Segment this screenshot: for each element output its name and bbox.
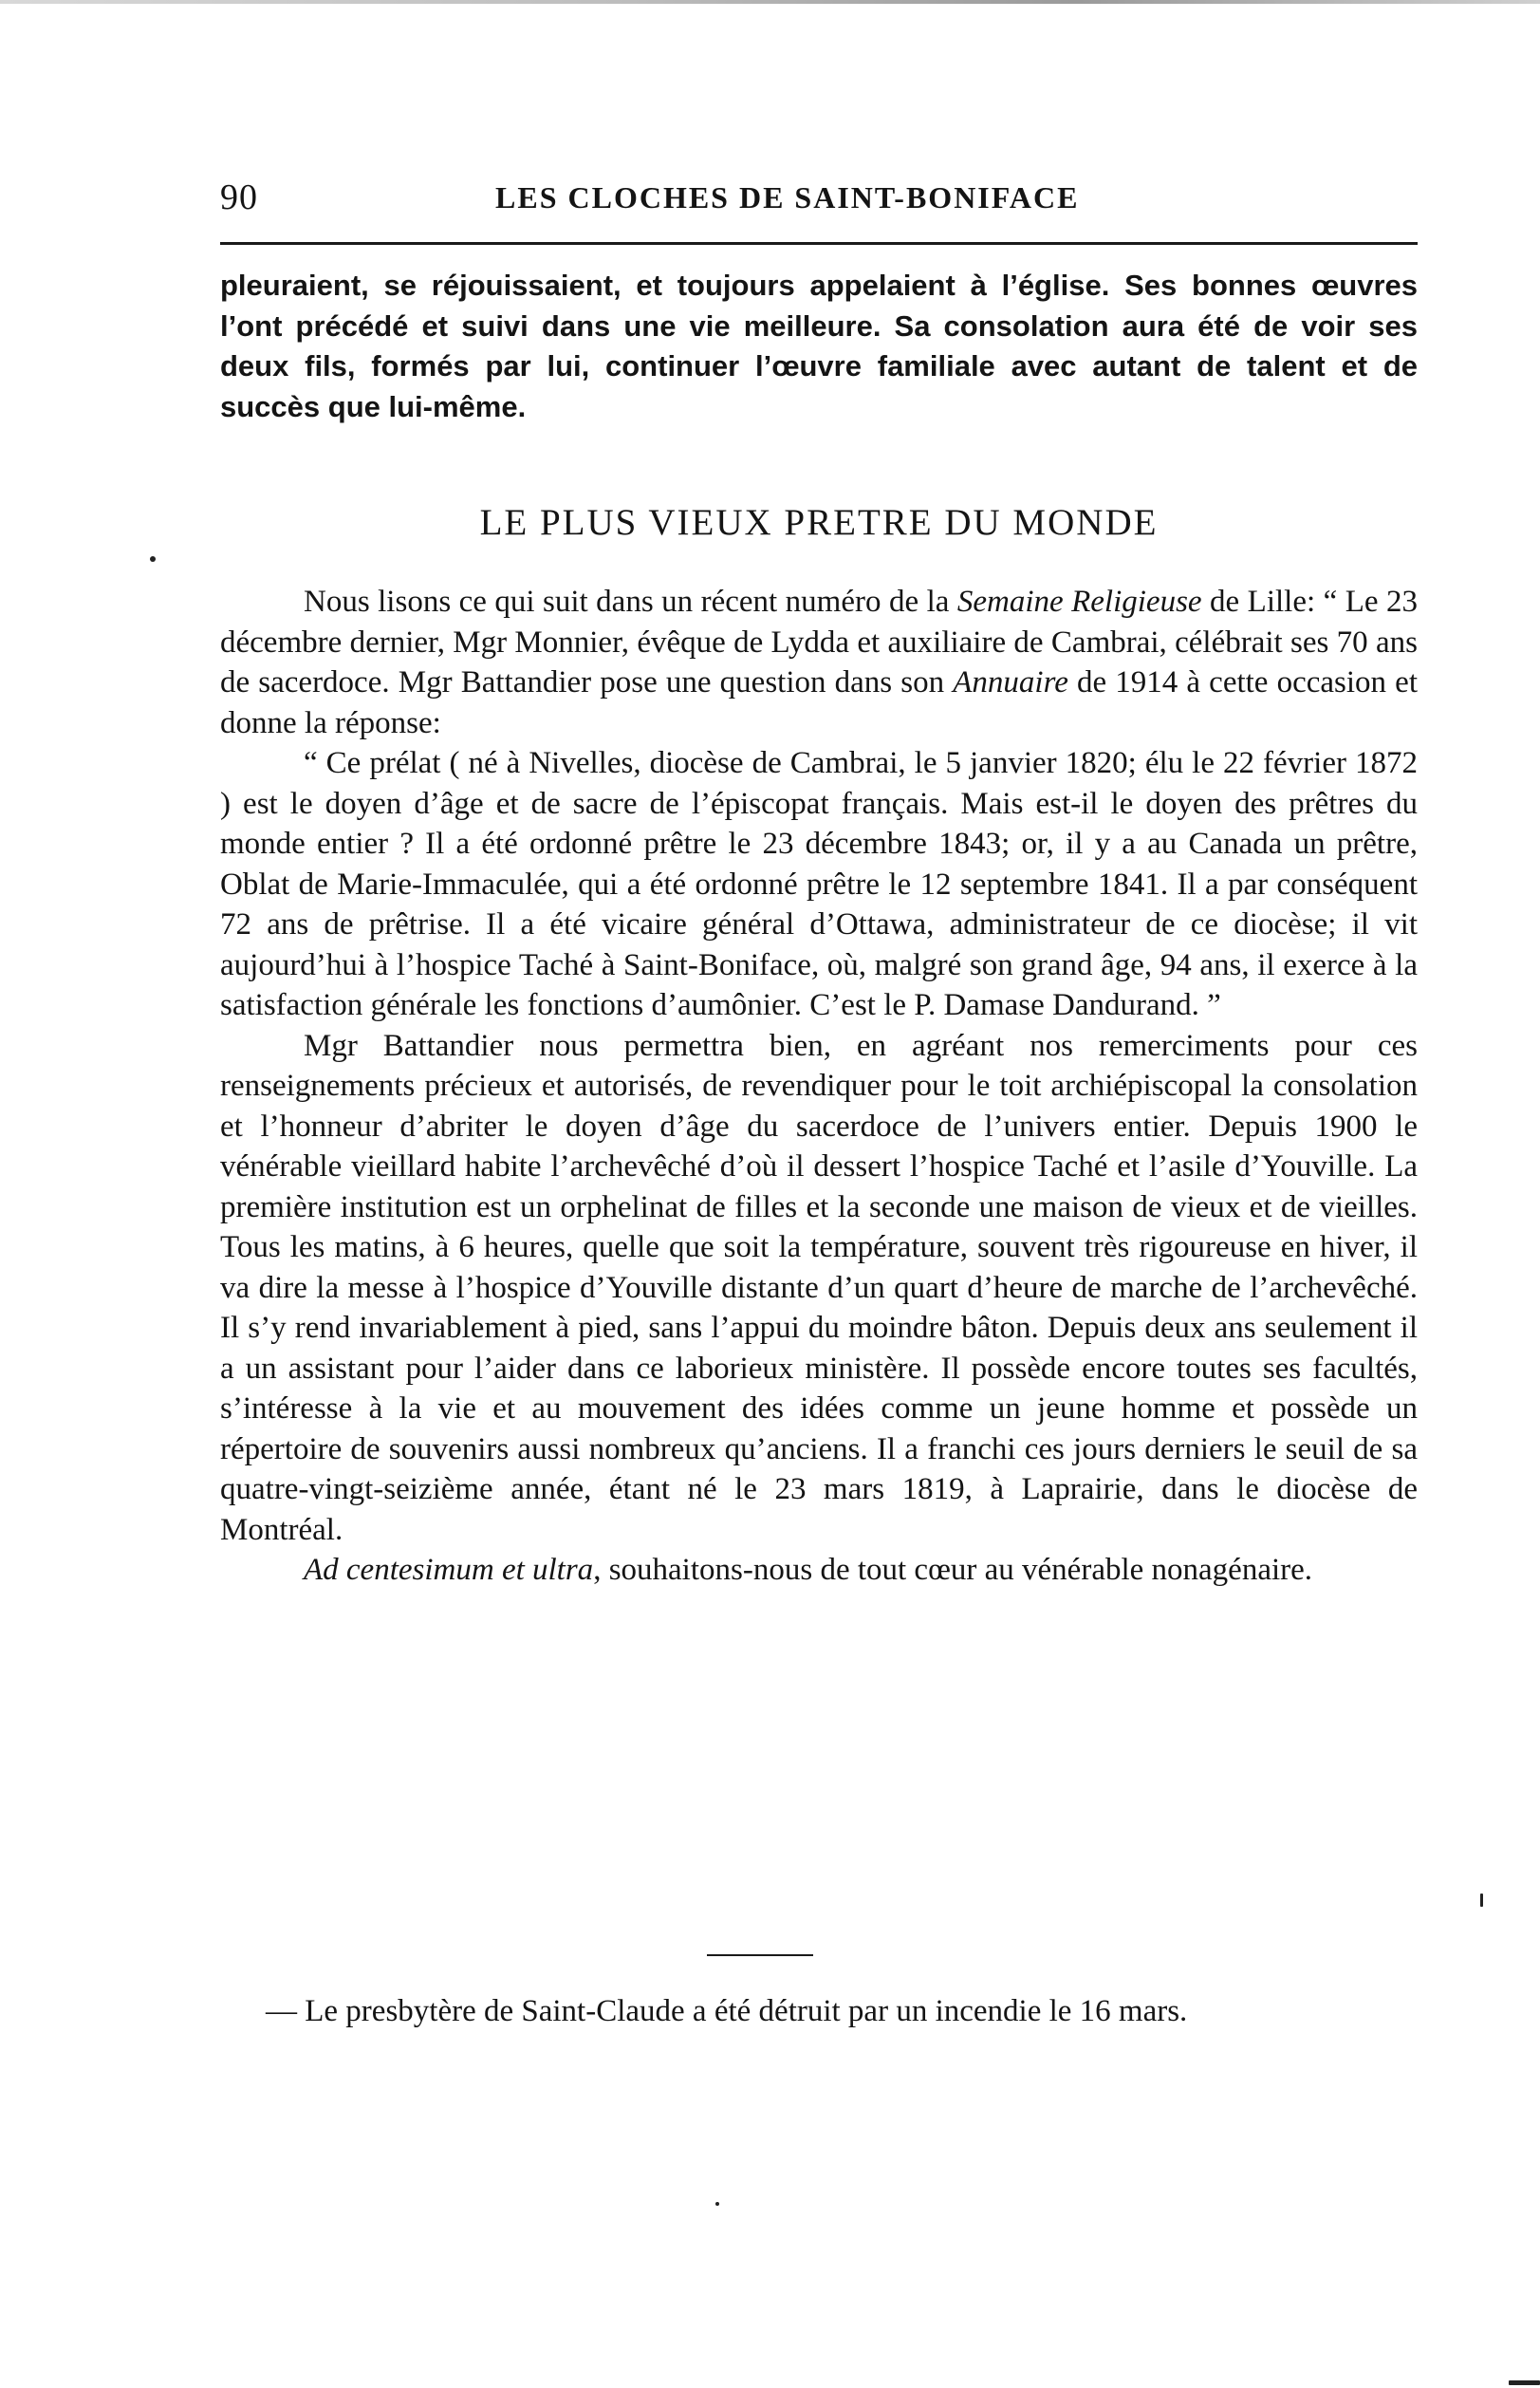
section-title: LE PLUS VIEUX PRETRE DU MONDE xyxy=(479,502,1159,543)
article-paragraph-1 xyxy=(220,582,1418,743)
paragraph-1-text-end: de 1914 à cette occasion et donne la réponse: xyxy=(220,665,1418,740)
news-item-text: — Le presbytère de Saint-Claude a été détruit par un incendie le 16 mars. xyxy=(266,1994,1188,2028)
article-paragraph-4 xyxy=(220,1550,1418,1591)
paragraph-4-italic-phrase: Ad centesimum et ultra xyxy=(304,1553,594,1587)
paragraph-1-text-before: Nous lisons ce qui suit dans un récent numéro de la xyxy=(304,585,957,619)
scan-speck xyxy=(1509,2380,1540,2385)
news-item xyxy=(220,1991,1418,2032)
header-rule xyxy=(220,242,1418,245)
scan-speck xyxy=(715,2202,719,2206)
paragraph-1-italic-title-2: Annuaire xyxy=(953,665,1068,700)
page-number: 90 xyxy=(220,177,258,217)
scan-speck xyxy=(150,556,156,562)
article-body xyxy=(220,582,1418,1591)
intro-paragraph xyxy=(220,266,1418,427)
section-separator xyxy=(707,1954,813,1956)
paragraph-4-text-after: , souhaitons-nous de tout cœur au vénérable nonagénaire. xyxy=(593,1553,1313,1587)
scan-speck xyxy=(1480,1894,1483,1907)
paragraph-1-italic-title: Semaine Religieuse xyxy=(956,585,1202,619)
intro-paragraph-text: pleuraient, se réjouissaient, et toujours appelaient à l’église. Ses bonnes œuvres l’ont précédé et suivi dans une vie meilleure. Sa consolation aura été de voir ses deux fils, formés par lui, continuer l’œuvre familiale avec autant de talent et de succès que lui-même. xyxy=(220,269,1418,423)
page-header xyxy=(220,177,1418,222)
running-title: LES CLOCHES DE SAINT-BONIFACE xyxy=(495,180,1080,215)
paragraph-1-text-after: de Lille: “ Le 23 décembre dernier, Mgr Monnier, évêque de Lydda et auxiliaire de Cambrai, célébrait ses 70 ans de sacerdoce. Mgr Battandier pose une question dans son xyxy=(220,585,1418,700)
article-paragraph-3: Mgr Battandier nous permettra bien, en agréant nos remerciments pour ces renseignements précieux et autorisés, de revendiquer pour le toit archiépiscopal la consolation et l’honneur d’abriter le doyen d’âge du sacerdoce de l’univers entier. Depuis 1900 le vénérable vieillard habite l’archevêché d’où il dessert l’hospice Taché et l’asile d’Youville. La première institution est un orphelinat de filles et la seconde une maison de vieux et de vieilles. Tous les matins, à 6 heures, quelle que soit la température, souvent très rigoureuse en hiver, il va dire la messe à l’hospice d’Youville distante d’un quart d’heure de marche de l’archevêché. Il s’y rend invariablement à pied, sans l’appui du moindre bâton. Depuis deux ans seulement il a un assistant pour l’aider dans ce laborieux ministère. Il possède encore toutes ses facultés, s’intéresse à la vie et au mouvement des idées comme un jeune homme et possède un répertoire de souvenirs aussi nombreux qu’anciens. Il a franchi ces jours derniers le seuil de sa quatre-vingt-seizième année, étant né le 23 mars 1819, à Laprairie, dans le diocèse de Montréal. xyxy=(220,1028,1418,1547)
scan-top-edge xyxy=(0,0,1540,4)
article-paragraph-2: “ Ce prélat ( né à Nivelles, diocèse de Cambrai, le 5 janvier 1820; élu le 22 février 1872 ) est le doyen d’âge et de sacre de l’épiscopat français. Mais est-il le doyen des prêtres du monde entier ? Il a été ordonné prêtre le 23 décembre 1843; or, il y a au Canada un prêtre, Oblat de Marie-Immaculée, qui a été ordonné prêtre le 12 septembre 1841. Il a par conséquent 72 ans de prêtrise. Il a été vicaire général d’Ottawa, administrateur de ce diocèse; il vit aujourd’hui à l’hospice Taché à Saint-Boniface, où, malgré son grand âge, 94 ans, il exerce à la satisfaction générale les fonctions d’aumônier. C’est le P. Damase Dandurand. ” xyxy=(220,746,1418,1022)
